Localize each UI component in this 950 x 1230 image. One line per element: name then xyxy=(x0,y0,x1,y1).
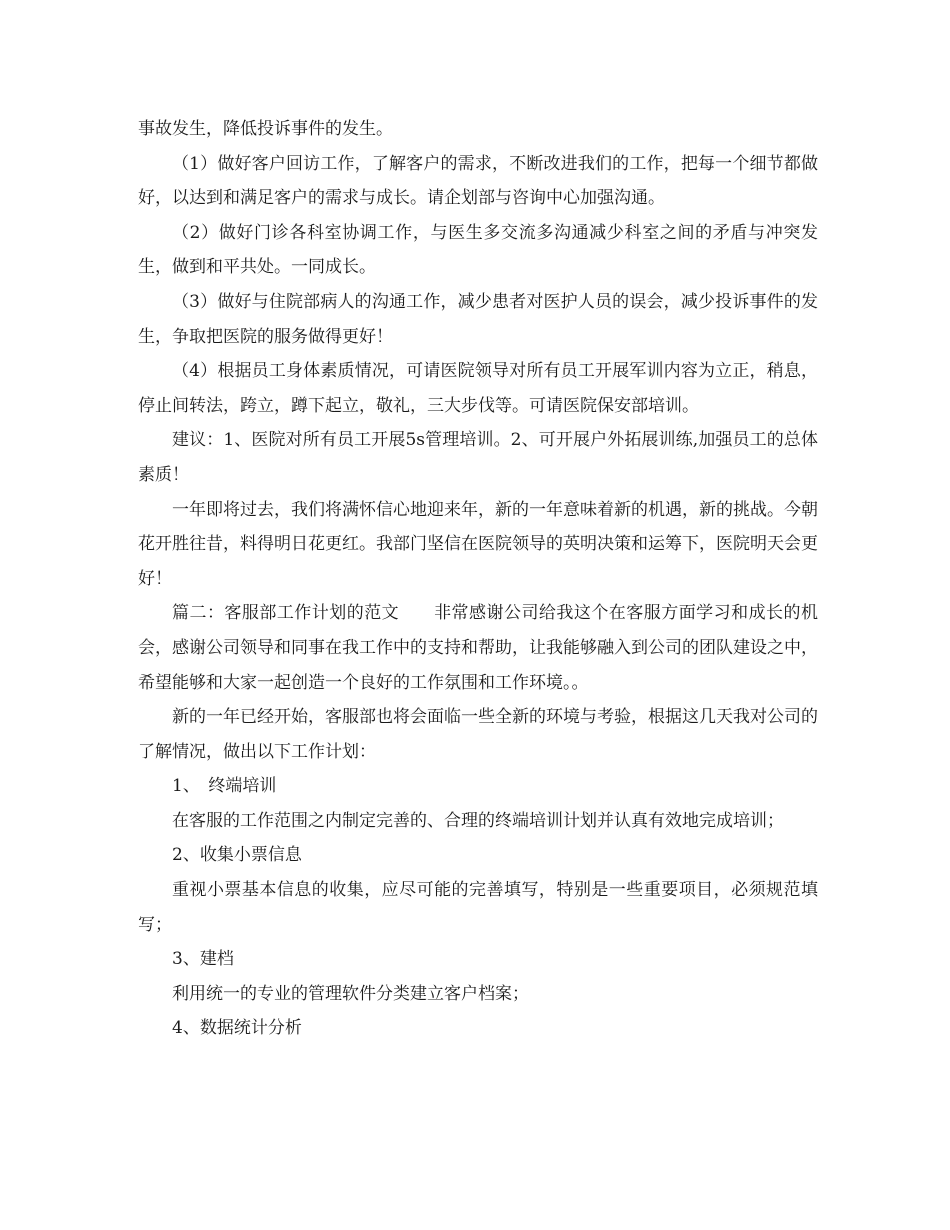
paragraph-item-4: （4）根据员工身体素质情况，可请医院领导对所有员工开展军训内容为立正，稍息，停止间转法，跨立，蹲下起立，敬礼，三大步伐等。可请医院保安部培训。 xyxy=(138,361,818,416)
document-body xyxy=(138,112,818,1046)
paragraph-item-1: （1）做好客户回访工作，了解客户的需求，不断改进我们的工作，把每一个细节都做好，以达到和满足客户的需求与成长。请企划部与咨询中心加强沟通。 xyxy=(138,153,818,209)
paragraph-closing: 一年即将过去，我们将满怀信心地迎来年，新的一年意味着新的机遇，新的挑战。今朝花开胜往昔，料得明日花更红。我部门坚信在医院领导的英明决策和运筹下，医院明天会更好！ xyxy=(138,499,818,589)
paragraph-filing: 利用统一的专业的管理软件分类建立客户档案； xyxy=(172,983,529,1004)
paragraph-collect-receipts: 重视小票基本信息的收集，应尽可能的完善填写，特别是一些重要项目，必须规范填写； xyxy=(138,880,818,935)
heading-data-analysis: 4、数据统计分析 xyxy=(172,1018,302,1039)
paragraph-new-year: 新的一年已经开始，客服部也将会面临一些全新的环境与考验，根据这几天我对公司的了解情况，做出以下工作计划： xyxy=(138,707,818,762)
heading-collect-receipts: 2、收集小票信息 xyxy=(172,845,302,866)
paragraph-item-2: （2）做好门诊各科室协调工作，与医生多交流多沟通减少科室之间的矛盾与冲突发生，做到和平共处。一同成长。 xyxy=(138,222,818,278)
paragraph-continuation: 事故发生，降低投诉事件的发生。 xyxy=(138,119,393,139)
heading-terminal-training: 1、 终端培训 xyxy=(172,776,277,797)
heading-filing: 3、建档 xyxy=(172,949,234,970)
paragraph-part-two-intro: 篇二：客服部工作计划的范文 非常感谢公司给我这个在客服方面学习和成长的机会，感谢公司领导和同事在我工作中的支持和帮助，让我能够融入到公司的团队建设之中，希望能够和大家一起创造一个良好的工作氛围和工作环境。。 xyxy=(138,603,818,693)
paragraph-item-3: （3）做好与住院部病人的沟通工作，减少患者对医护人员的误会，减少投诉事件的发生，争取把医院的服务做得更好！ xyxy=(138,291,818,347)
paragraph-terminal-training: 在客服的工作范围之内制定完善的、合理的终端培训计划并认真有效地完成培训； xyxy=(172,810,784,831)
paragraph-suggestion: 建议：1、医院对所有员工开展5s管理培训。2、可开展户外拓展训练,加强员工的总体素质！ xyxy=(138,430,818,485)
